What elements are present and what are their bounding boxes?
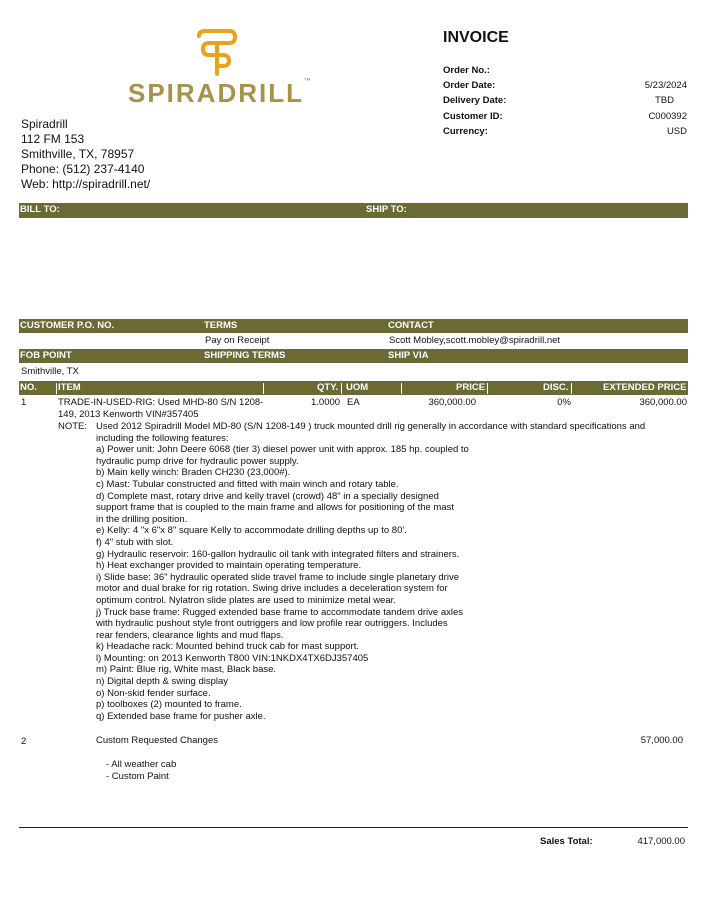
ship-via-label: SHIP VIA	[388, 350, 429, 361]
item-no: 2	[21, 736, 27, 747]
header-divider	[571, 383, 572, 394]
terms-value: Pay on Receipt	[205, 335, 270, 346]
currency-label: Currency:	[443, 126, 488, 137]
item-description	[58, 397, 263, 420]
note-line: rear fenders, clearance lights and mud flaps.	[96, 629, 284, 641]
company-street: 112 FM 153	[21, 132, 85, 146]
header-divider	[487, 383, 488, 394]
list-item: - Custom Paint	[106, 771, 169, 782]
note-line: optimum control. Nylatron slide plates are used to minimize metal wear.	[96, 594, 396, 606]
bill-ship-header-bar	[19, 203, 688, 218]
header-divider	[341, 383, 342, 394]
fob-point-label: FOB POINT	[20, 350, 72, 361]
fob-shipping-header-bar	[19, 349, 688, 363]
customer-id-value: C000392	[648, 111, 687, 122]
bill-to-label: BILL TO:	[20, 204, 60, 215]
col-item-header: ITEM	[58, 382, 81, 393]
company-phone: Phone: (512) 237-4140	[21, 162, 145, 176]
note-line: e) Kelly: 4 "x 6"x 8" square Kelly to accommodate drilling depths up to 80'.	[96, 525, 407, 537]
item-disc: 0%	[557, 397, 571, 408]
item-note	[96, 421, 645, 722]
sales-total-label: Sales Total:	[540, 836, 593, 847]
order-date-label: Order Date:	[443, 80, 496, 91]
note-line: h) Heat exchanger provided to maintain operating temperature.	[96, 560, 362, 572]
shipping-terms-label: SHIPPING TERMS	[204, 350, 286, 361]
note-line: in the drilling position.	[96, 513, 188, 525]
terms-label: TERMS	[204, 320, 238, 331]
note-line: q) Extended base frame for pusher axle.	[96, 710, 266, 722]
note-line: with hydraulic pushout style front outriggers and low profile rear outriggers. Includes	[96, 618, 448, 630]
col-qty-header: QTY.	[317, 382, 339, 393]
item-sub-list	[106, 759, 176, 783]
note-line: b) Main kelly winch: Braden CH230 (23,000#).	[96, 467, 291, 479]
note-line: hydraulic pump drive for hydraulic power supply.	[96, 455, 299, 467]
item-extended: 57,000.00	[640, 735, 683, 746]
order-no-label: Order No.:	[443, 65, 490, 76]
list-item: - All weather cab	[106, 759, 177, 770]
item-description-line: 149, 2013 Kenworth VIN#357405	[58, 408, 199, 420]
page-title: INVOICE	[443, 29, 509, 46]
note-line: m) Paint: Blue rig, White mast, Black base.	[96, 664, 277, 676]
note-line: j) Truck base frame: Rugged extended base frame to accommodate tandem drive axles	[96, 606, 463, 618]
total-divider	[19, 827, 688, 828]
col-uom-header: UOM	[346, 382, 369, 393]
sales-total-value: 417,000.00	[637, 836, 685, 847]
note-line: n) Digital depth & swing display	[96, 676, 229, 688]
spiral-drill-logo-icon	[193, 28, 241, 78]
item-uom: EA	[347, 397, 360, 408]
item-price: 360,000.00	[428, 397, 476, 408]
item-qty: 1.0000	[311, 397, 341, 408]
note-line: o) Non-skid fender surface.	[96, 687, 211, 699]
company-web: Web: http://spiradrill.net/	[21, 177, 151, 191]
fob-point-value: Smithville, TX	[21, 366, 79, 377]
delivery-date-value: TBD	[655, 95, 674, 106]
item-description-line: TRADE-IN-USED-RIG: Used MHD-80 S/N 1208-	[58, 397, 264, 408]
note-line: d) Complete mast, rotary drive and kelly travel (crowd) 48" in a specially designed	[96, 490, 439, 502]
item-no: 1	[21, 397, 27, 408]
note-line: l) Mounting: on 2013 Kenworth T800 VIN:1NKDX4TX6DJ357405	[96, 652, 369, 664]
contact-label: CONTACT	[388, 320, 434, 331]
note-label: NOTE:	[58, 421, 88, 432]
items-table-header	[19, 381, 688, 395]
header-divider	[56, 383, 57, 394]
company-name: Spiradrill	[21, 117, 68, 131]
customer-id-label: Customer ID:	[443, 111, 503, 122]
customer-po-label: CUSTOMER P.O. NO.	[20, 320, 115, 331]
note-line: k) Headache rack: Mounted behind truck cab for mast support.	[96, 641, 359, 653]
note-line: f) 4" stub with slot.	[96, 536, 174, 548]
currency-value: USD	[666, 126, 687, 137]
order-date-value: 5/23/2024	[644, 80, 687, 91]
note-line: c) Mast: Tubular constructed and fitted with main winch and rotary table.	[96, 478, 399, 490]
company-address	[21, 117, 150, 192]
item-description: Custom Requested Changes	[96, 735, 218, 746]
ship-to-label: SHIP TO:	[366, 204, 407, 215]
note-line: support frame that is coupled to the main frame and allows for positioning of the mast	[96, 502, 455, 514]
note-line: including the following features:	[96, 432, 229, 444]
note-line: motor and dual brake for rig rotation. Swing drive includes a deceleration system for	[96, 583, 448, 595]
contact-value: Scott Mobley,scott.mobley@spiradrill.net	[389, 335, 561, 346]
col-extended-header: EXTENDED PRICE	[603, 382, 687, 393]
delivery-date-label: Delivery Date:	[443, 95, 507, 106]
note-line: Used 2012 Spiradrill Model MD-80 (S/N 1208-149 ) truck mounted drill rig generally in accordance with standard specifications and	[96, 421, 646, 432]
note-line: p) toolboxes (2) mounted to frame.	[96, 699, 242, 711]
header-divider	[401, 383, 402, 394]
note-line: i) Slide base: 36" hydraulic operated slide travel frame to include single planetary drive	[96, 571, 459, 583]
company-city: Smithville, TX, 78957	[21, 147, 135, 161]
note-line: a) Power unit: John Deere 6068 (tier 3) diesel power unit with approx. 185 hp. coupled to	[96, 444, 469, 456]
header-divider	[263, 383, 264, 394]
item-extended: 360,000.00	[639, 397, 687, 408]
col-no-header: NO.	[20, 382, 37, 393]
col-price-header: PRICE	[456, 382, 486, 393]
po-terms-header-bar	[19, 319, 688, 333]
note-line: g) Hydraulic reservoir: 160-gallon hydraulic oil tank with integrated filters and strainers.	[96, 548, 460, 560]
brand-wordmark: SPIRADRILL™	[128, 78, 311, 108]
col-disc-header: DISC.	[543, 382, 569, 393]
